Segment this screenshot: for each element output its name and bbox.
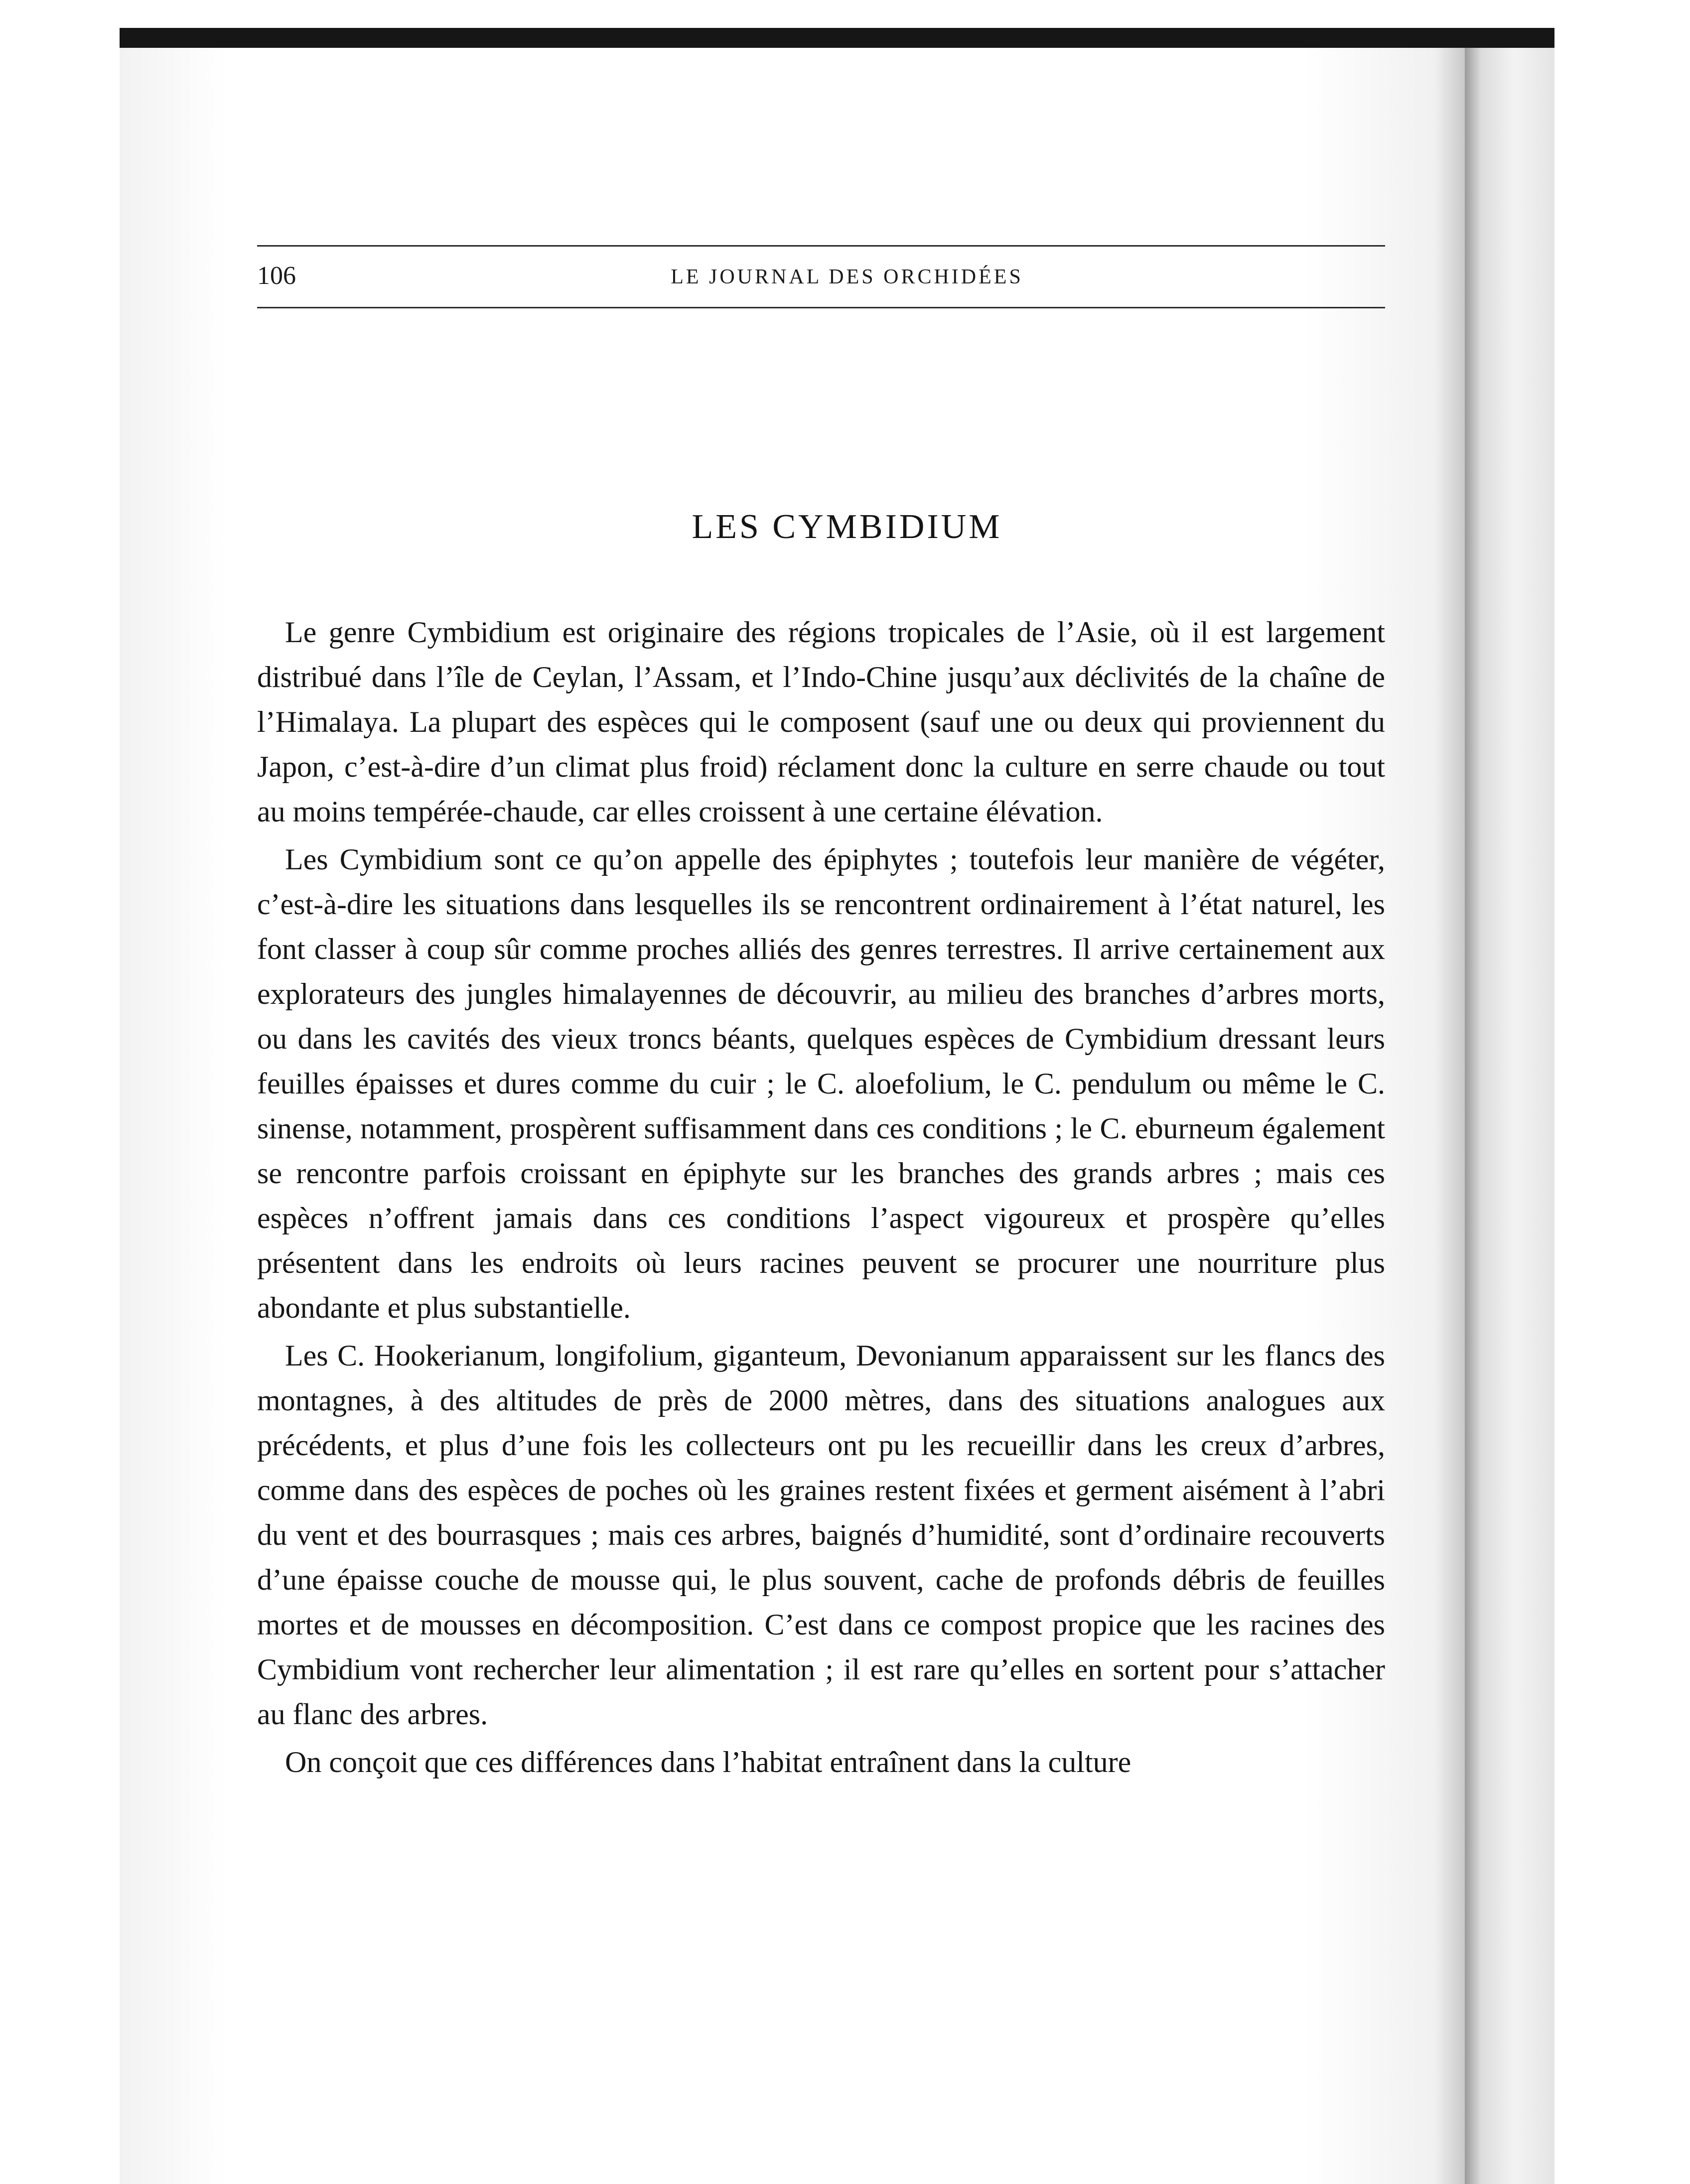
paragraph: Le genre Cymbidium est originaire des régions tropicales de l’Asie, où il est largement distribué dans l’île de Ceylan, l’Assam, et l’Indo-Chine jusqu’aux déclivités de la chaîne de l’Himalaya. La plupart des espèces qui le composent (sauf une ou deux qui proviennent du Japon, c’est-à-dire d’un climat plus froid) réclament donc la culture en serre chaude ou tout au moins tempérée-chaude, car elles croissent à une certaine élévation. <box>257 616 1385 828</box>
running-title: LE JOURNAL DES ORCHIDÉES <box>671 266 1023 288</box>
article-body <box>257 610 1385 1784</box>
paragraph: Les Cymbidium sont ce qu’on appelle des épiphytes ; toutefois leur manière de végéter, c’est-à-dire les situations dans lesquelles ils se rencontrent ordinairement à l’état naturel, les font classer à coup sûr comme proches alliés des genres terrestres. Il arrive certainement aux explorateurs des jungles himalayennes de découvrir, au milieu des branches d’arbres morts, ou dans les cavités des vieux troncs béants, quelques espèces de Cymbidium dressant leurs feuilles épaisses et dures comme du cuir ; le C. aloefolium, le C. pendulum ou même le C. sinense, notamment, prospèrent suffisamment dans ces conditions ; le C. eburneum également se rencontre parfois croissant en épiphyte sur les branches des grands arbres ; mais ces espèces n’offrent jamais dans ces conditions l’aspect vigoureux et prospère qu’elles présentent dans les endroits où leurs racines peuvent se procurer une nourriture plus abondante et plus substantielle. <box>257 843 1385 1324</box>
page-number: 106 <box>257 262 296 290</box>
header-rule-bottom <box>257 307 1385 308</box>
paragraph: Les C. Hookerianum, longifolium, giganteum, Devonianum apparaissent sur les flancs des montagnes, à des altitudes de près de 2000 mètres, dans des situations analogues aux précédents, et plus d’une fois les collecteurs ont pu les recueillir dans les creux d’arbres, comme dans des espèces de poches où les graines restent fixées et germent aisément à l’abri du vent et des bourrasques ; mais ces arbres, baignés d’humidité, sont d’ordinaire recouverts d’une épaisse couche de mousse qui, le plus souvent, cache de profonds débris de feuilles mortes et de mousses en décomposition. C’est dans ce compost propice que les racines des Cymbidium vont rechercher leur alimentation ; il est rare qu’elles en sortent pour s’attacher au flanc des arbres. <box>257 1339 1385 1731</box>
page-edge <box>1465 48 1554 2184</box>
scan-border <box>120 28 1554 50</box>
paragraph: On conçoit que ces différences dans l’habitat entraînent dans la culture <box>285 1746 1131 1778</box>
header-rule-top <box>257 245 1385 247</box>
article-title: LES CYMBIDIUM <box>692 508 1002 546</box>
